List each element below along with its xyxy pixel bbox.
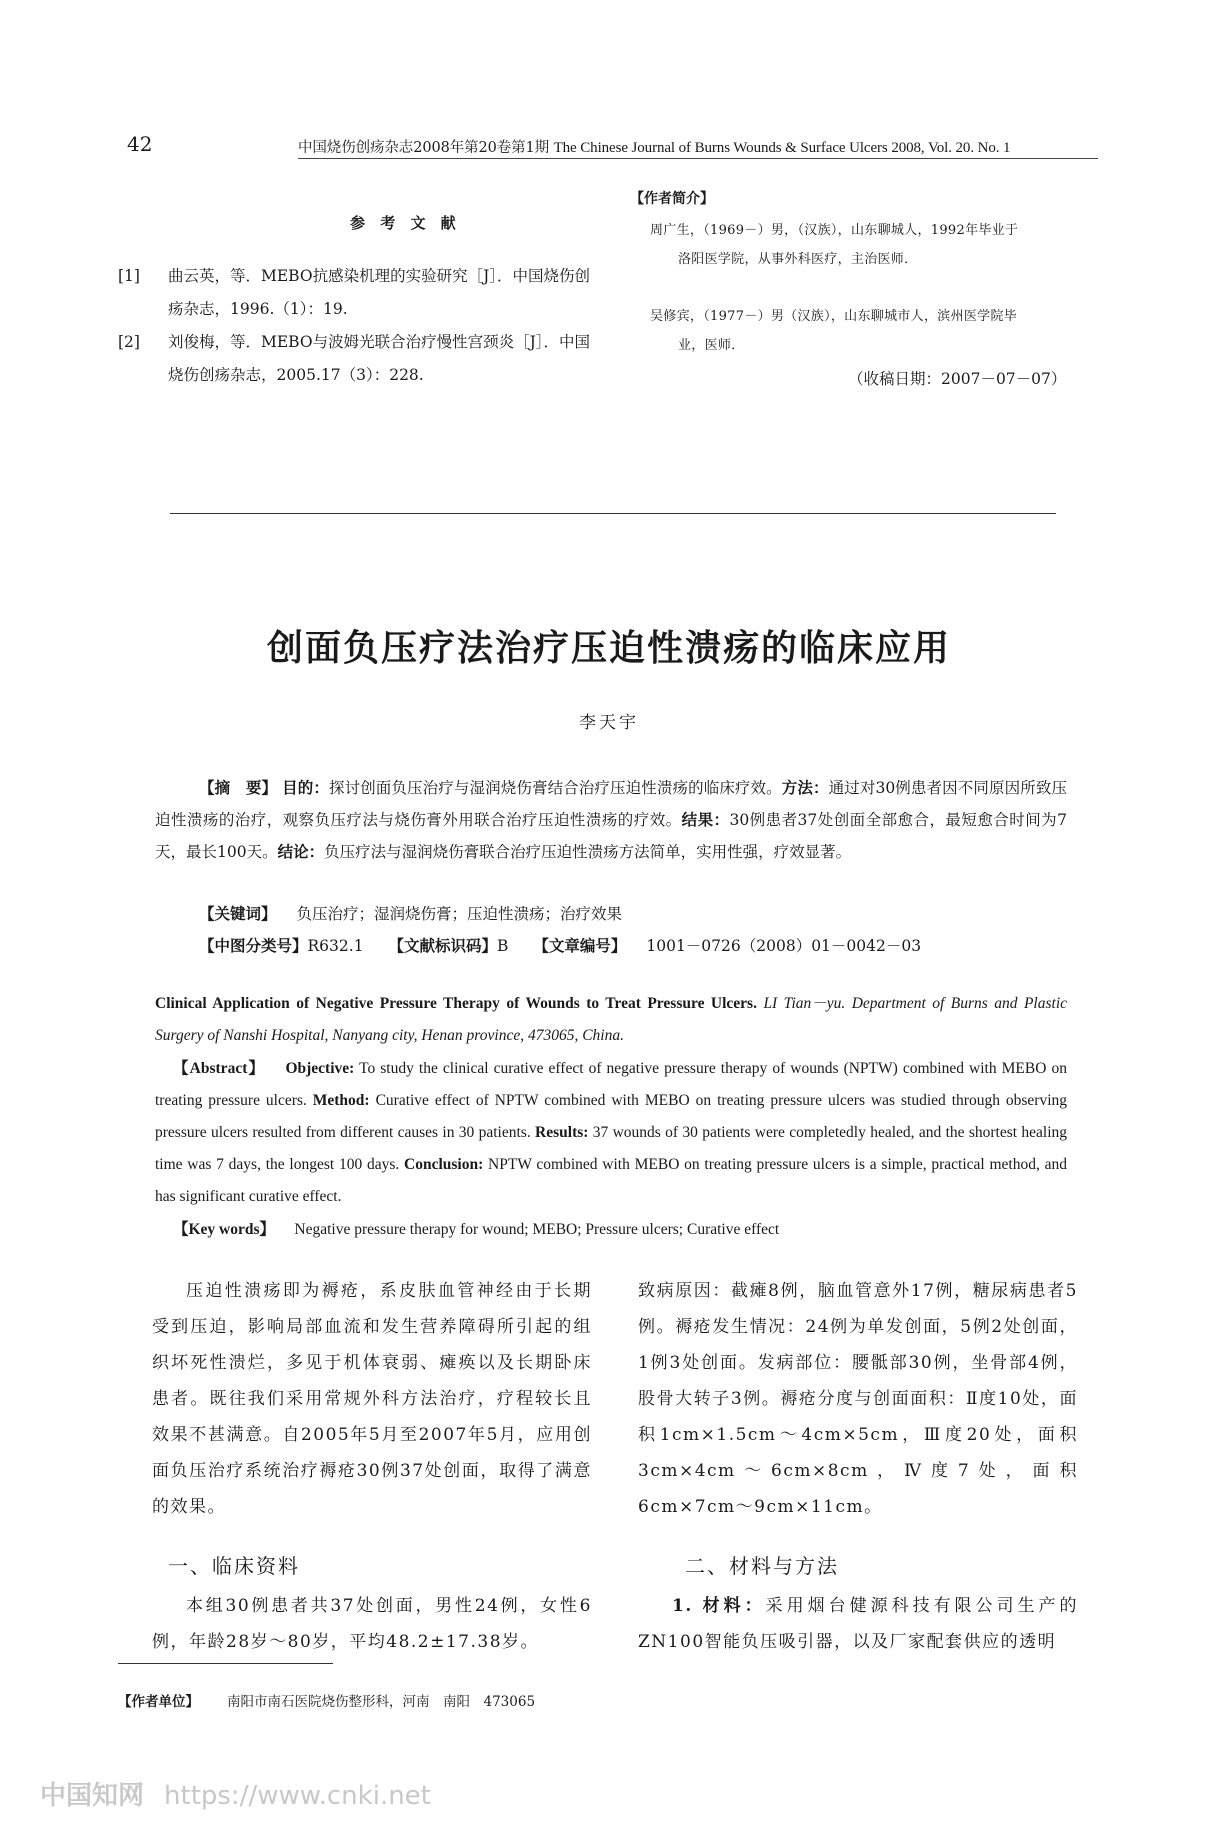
objective-en-text: To study the clinical curative effect of negative pressure therapy of wounds (NPTW) combined with MEBO on treating pressure ulcers. — [155, 1060, 1067, 1109]
journal-title-en: The Chinese Journal of Burns Wounds & Surface Ulcers 2008, Vol. 20. No. 1 — [553, 140, 1011, 156]
keywords-text: 负压治疗；湿润烧伤膏；压迫性溃疡；治疗效果 — [296, 905, 623, 923]
english-affiliation: LI Tian－yu. Department of Burns and Plastic Surgery of Nanshi Hospital, Nanyang city, Henan province, 473065, China. — [155, 995, 1068, 1044]
journal-title-cn: 中国烧伤创疡杂志2008年第20卷第1期 — [298, 140, 550, 156]
author-bio — [650, 216, 1120, 274]
conclusion-text: 负压疗法与湿润烧伤膏联合治疗压迫性溃疡方法简单，实用性强，疗效显著。 — [324, 843, 852, 861]
materials-text: 采用烟台健源科技有限公司生产的ZN100智能负压吸引器，以及厂家配套供应的透明 — [638, 1596, 1079, 1652]
abstract-label: 【摘 要】 — [199, 779, 278, 797]
method-label: 方法： — [781, 779, 829, 797]
materials-paragraph — [638, 1588, 1078, 1660]
article-author: 李天宇 — [579, 713, 639, 733]
section-heading: 一、临床资料 — [168, 1554, 300, 1578]
abstract-en — [155, 1053, 1067, 1213]
footnote-text: 南阳市南石医院烧伤整形科，河南 南阳 473065 — [227, 1694, 536, 1710]
article-title: 创面负压疗法治疗压迫性溃疡的临床应用 — [266, 628, 951, 669]
author-bio — [650, 302, 1120, 360]
english-title: Clinical Application of Negative Pressure Therapy of Wounds to Treat Pressure Ulcers. — [155, 995, 757, 1012]
result-label: 结果： — [681, 811, 730, 829]
article-no-label: 【文章编号】 — [533, 937, 627, 955]
author-bio-line: 业，医师． — [678, 338, 745, 353]
results-en-text: 37 wounds of 30 patients were completedly healed, and the shortest healing time was 7 days, the longest 100 days. — [155, 1124, 1068, 1173]
header-rule — [298, 158, 1098, 159]
conclusion-label: 结论： — [277, 843, 325, 861]
clc-label: 【中图分类号】 — [199, 937, 308, 955]
page-number: 42 — [127, 132, 153, 156]
reference-number: [1] — [118, 267, 140, 285]
abstract-cn — [155, 772, 1067, 868]
keywords-cn — [199, 902, 622, 924]
method-en-text: Curative effect of NPTW combined with MEBO on treating pressure ulcers was studied through observing pressure ulcers resulted from different causes in 30 patients. — [155, 1092, 1068, 1141]
doc-code-label: 【文献标识码】 — [388, 937, 498, 955]
running-head — [298, 136, 1010, 157]
intro-paragraph: 压迫性溃疡即为褥疮，系皮肤血管神经由于长期受到压迫，影响局部血流和发生营养障碍所引起的组织坏死性溃烂，多见于机体衰弱、瘫痪以及长期卧床患者。既往我们采用常规外科方法治疗，疗程较长且效果不甚满意。自2005年5月至2007年5月，应用创面负压治疗系统治疗褥疮30例37处创面，取得了满意的效果。 — [152, 1281, 592, 1517]
doc-code-value: B — [497, 937, 509, 955]
received-date: （收稿日期：2007－07－07） — [848, 370, 1067, 388]
materials-label: 1. 材料： — [672, 1596, 766, 1616]
author-info-heading: 【作者简介】 — [630, 191, 714, 207]
result-text: 30例患者37处创面全部愈合，最短愈合时间为7天，最长100天。 — [155, 811, 1067, 861]
reference-list — [118, 260, 603, 392]
abstract-en-label: 【Abstract】 — [173, 1060, 266, 1077]
english-title-block — [155, 988, 1067, 1052]
conclusion-en-text: NPTW combined with MEBO on treating pressure ulcers is a simple, practical method, and has significant curative effect. — [155, 1156, 1068, 1205]
objective-text: 探讨创面负压治疗与湿润烧伤膏结合治疗压迫性溃疡的临床疗效。 — [328, 779, 782, 797]
watermark — [40, 1775, 431, 1812]
keywords-label: 【关键词】 — [199, 905, 277, 923]
section-heading: 二、材料与方法 — [685, 1554, 839, 1578]
article-no-value: 1001－0726（2008）01－0042－03 — [646, 937, 922, 955]
clc-value: R632.1 — [307, 937, 364, 955]
keywords-en-label: 【Key words】 — [173, 1221, 276, 1238]
body-paragraph: 致病原因：截瘫8例，脑血管意外17例，糖尿病患者5例。褥疮发生情况：24例为单发创面，5例2处创面，1例3处创面。发病部位：腰骶部30例，坐骨部4例，股骨大转子3例。褥疮分度与创面面积：Ⅱ度10处，面积1cm×1.5cm～4cm×5cm，Ⅲ度20处，面积3cm×4cm～6cm×8cm，Ⅳ度7处，面积6cm×7cm～9cm×11cm。 — [638, 1281, 1078, 1517]
conclusion-en-label: Conclusion: — [404, 1156, 484, 1173]
reference-item — [118, 326, 603, 392]
method-text: 通过对30例患者因不同原因所致压迫性溃疡的治疗，观察负压疗法与烧伤膏外用联合治疗压迫性溃疡的疗效。 — [155, 779, 1067, 829]
results-en-label: Results: — [535, 1124, 589, 1141]
keywords-en-text: Negative pressure therapy for wound; MEBO; Pressure ulcers; Curative effect — [294, 1221, 780, 1238]
cnki-logo: 中国知网 — [40, 1781, 145, 1811]
reference-number: [2] — [118, 333, 140, 351]
footnote-label: 【作者单位】 — [118, 1694, 199, 1710]
classification-line — [199, 934, 921, 956]
objective-en-label: Objective: — [285, 1060, 355, 1077]
method-en-label: Method: — [312, 1092, 370, 1109]
reference-item — [118, 260, 603, 326]
references-heading: 参 考 文 献 — [350, 214, 461, 232]
author-bio-line: 周广生，（1969－）男，（汉族），山东聊城人，1992年毕业于 — [650, 223, 1019, 238]
section-divider — [170, 513, 1056, 514]
objective-label: 目的： — [282, 779, 329, 797]
author-bio-line: 吴修宾，（1977－）男（汉族），山东聊城市人，滨州医学院毕 — [650, 309, 1018, 324]
author-bio-line: 洛阳医学院，从事外科医疗，主治医师． — [678, 252, 918, 267]
watermark-url: https://www.cnki.net — [164, 1781, 431, 1811]
reference-text: 刘俊梅，等．MEBO与波姆光联合治疗慢性宫颈炎［J］．中国烧伤创疡杂志，2005.17（3）：228. — [168, 333, 591, 384]
footnote — [118, 1690, 535, 1710]
body-paragraph: 本组30例患者共37处创面，男性24例，女性6例，年龄28岁～80岁，平均48.2±17.38岁。 — [152, 1596, 592, 1652]
reference-text: 曲云英，等．MEBO抗感染机理的实验研究［J］．中国烧伤创疡杂志，1996.（1）：19. — [168, 267, 591, 318]
keywords-en — [173, 1214, 1085, 1246]
footnote-rule — [118, 1663, 333, 1664]
